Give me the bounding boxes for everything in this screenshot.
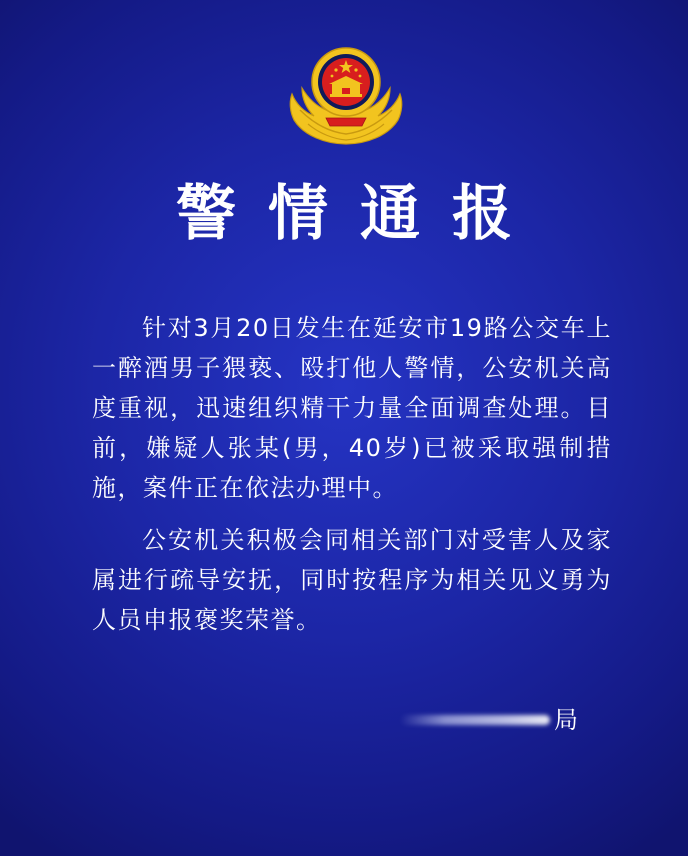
notice-paragraph-2: 公安机关积极会同相关部门对受害人及家属进行疏导安抚，同时按程序为相关见义勇为人员申报褒奖荣誉。 (92, 526, 612, 634)
notice-paragraph-1: 针对3月20日发生在延安市19路公交车上一醉酒男子猥亵、殴打他人警情，公安机关高度重视，迅速组织精干力量全面调查处理。目前，嫌疑人张某(男，40岁)已被采取强制措施，案件正在依法办理中。 (92, 314, 612, 502)
redacted-agency-name (400, 715, 550, 725)
signature-block (400, 700, 578, 740)
notice-title: 警情通报 (176, 179, 544, 249)
police-emblem-icon (286, 40, 406, 152)
signature-suffix: 局 (554, 706, 578, 734)
